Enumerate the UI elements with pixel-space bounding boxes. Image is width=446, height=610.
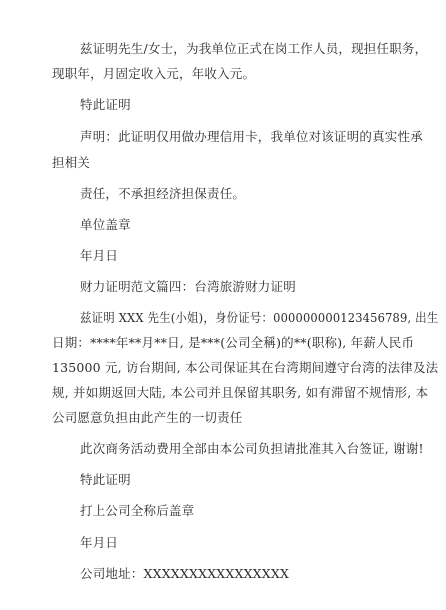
- text-line: 此次商务活动费用全部由本公司负担请批准其入台签证, 谢谢!: [80, 441, 424, 456]
- text-line: 公司地址：XXXXXXXXXXXXXXXX: [80, 566, 290, 581]
- section-heading: 财力证明范文篇四：台湾旅游财力证明: [80, 279, 296, 294]
- text-line: 责任，不承担经济担保责任。: [80, 186, 246, 201]
- text-line: 年月日: [80, 248, 119, 263]
- text-line: 规, 并如期返回大陆, 本公司并且保留其职务, 如有滞留不规情形, 本: [52, 385, 429, 400]
- text-line: 现职年，月固定收入元，年收入元。: [52, 66, 256, 81]
- text-line: 声明：此证明仅用做办理信用卡，我单位对该证明的真实性承: [80, 129, 423, 144]
- text-line: 特此证明: [80, 472, 131, 487]
- text-line: 公司愿意负担由此产生的一切责任: [52, 410, 243, 425]
- text-line: 单位盖章: [80, 217, 131, 232]
- text-line: 打上公司全称后盖章: [80, 503, 195, 518]
- text-line: 兹证明 XXX 先生(小姐)，身份证号：000000000123456789, 出生: [80, 310, 439, 325]
- text-line: 日期：****年**月**日, 是***(公司全稱)的**(职称), 年薪人民币: [52, 335, 415, 350]
- text-line: 年月日: [80, 535, 119, 550]
- text-line: 兹证明先生/女士，为我单位正式在岗工作人员，现担任职务，: [80, 41, 428, 56]
- text-line: 135000 元, 访台期间, 本公司保证其在台湾期间遵守台湾的法律及法: [52, 360, 439, 375]
- text-line: 担相关: [52, 155, 91, 170]
- text-line: 特此证明: [80, 97, 131, 112]
